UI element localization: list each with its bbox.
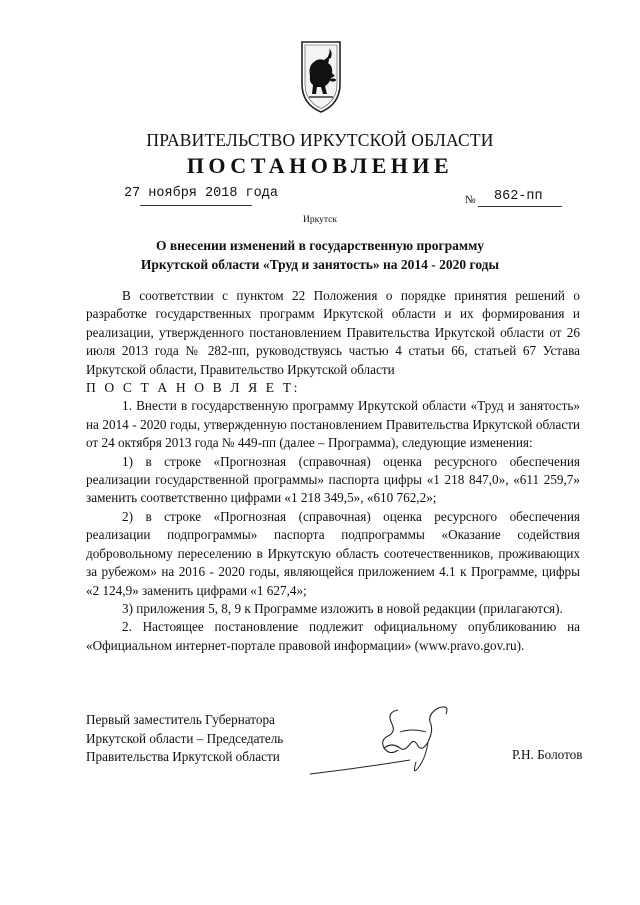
paragraph-subitem-2: 2) в строке «Прогнозная (справочная) оценка ресурсного обеспечения реализации подпрограммы» паспорта подпрограммы «Оказание содействия добровольному переселению в Иркутскую область соотечественников, проживающих за рубежом» на 2016 - 2020 годы, являющейся приложением 4.1 к Программе, цифры «2 124,9» заменить цифрами «1 627,4»;: [86, 508, 580, 598]
position-line-3: Правительства Иркутской области: [86, 749, 280, 765]
paragraph-subitem-1: 1) в строке «Прогнозная (справочная) оценка ресурсного обеспечения реализации государственной программы» паспорта цифры «1 218 847,0», «611 259,7» заменить соответственно цифрами «1 218 349,5», «610 762,2»;: [86, 453, 580, 506]
document-body: [86, 287, 580, 655]
coat-of-arms-icon: [298, 40, 344, 114]
title-line-1: О внесении изменений в государственную программу: [155, 238, 485, 253]
number-underline: [478, 206, 562, 207]
position-line-1: Первый заместитель Губернатора: [86, 712, 275, 727]
city: Иркутск: [303, 215, 337, 225]
document-date: 27 ноября 2018 года: [124, 186, 278, 201]
decree-word: П О С Т А Н О В Л Я Е Т:: [86, 380, 300, 396]
position-line-2: Иркутской области – Председатель: [86, 730, 284, 746]
paragraph-item-2: 2. Настоящее постановление подлежит официальному опубликованию на «Официальном интернет-портале правовой информации» (www.pravo.gov.ru).: [86, 619, 580, 653]
handwritten-signature: [300, 702, 470, 782]
number-sign: №: [465, 194, 476, 206]
paragraph-preamble: В соответствии с пунктом 22 Положения о порядке принятия решений о разработке государственных программ Иркутской области и их формирования и реализации, утвержденного постановлением Правительства Иркутской области от 26 июля 2013 года № 282-пп, руководствуясь частью 4 статьи 66, статьей 67 Устава Иркутской области, Правительство Иркутской области: [86, 288, 580, 377]
title-line-2: Иркутской области «Труд и занятость» на 2014 - 2020 годы: [140, 257, 500, 272]
signatory-position: [86, 711, 283, 767]
paragraph-item-1: 1. Внести в государственную программу Иркутской области «Труд и занятость» на 2014 - 2020 годы, утвержденную постановлением Правительства Иркутской области от 24 октября 2013 года № 449-пп (далее – Программа), следующие изменения:: [86, 398, 580, 451]
date-underline: [140, 205, 252, 206]
document-type: ПОСТАНОВЛЕНИЕ: [186, 153, 454, 178]
paragraph-subitem-3: 3) приложения 5, 8, 9 к Программе изложить в новой редакции (прилагаются).: [122, 600, 563, 616]
government-name: ПРАВИТЕЛЬСТВО ИРКУТСКОЙ ОБЛАСТИ: [146, 130, 494, 150]
document-title: [80, 236, 560, 274]
signatory-name: Р.Н. Болотов: [512, 747, 583, 762]
document-number: 862-пп: [494, 189, 543, 204]
